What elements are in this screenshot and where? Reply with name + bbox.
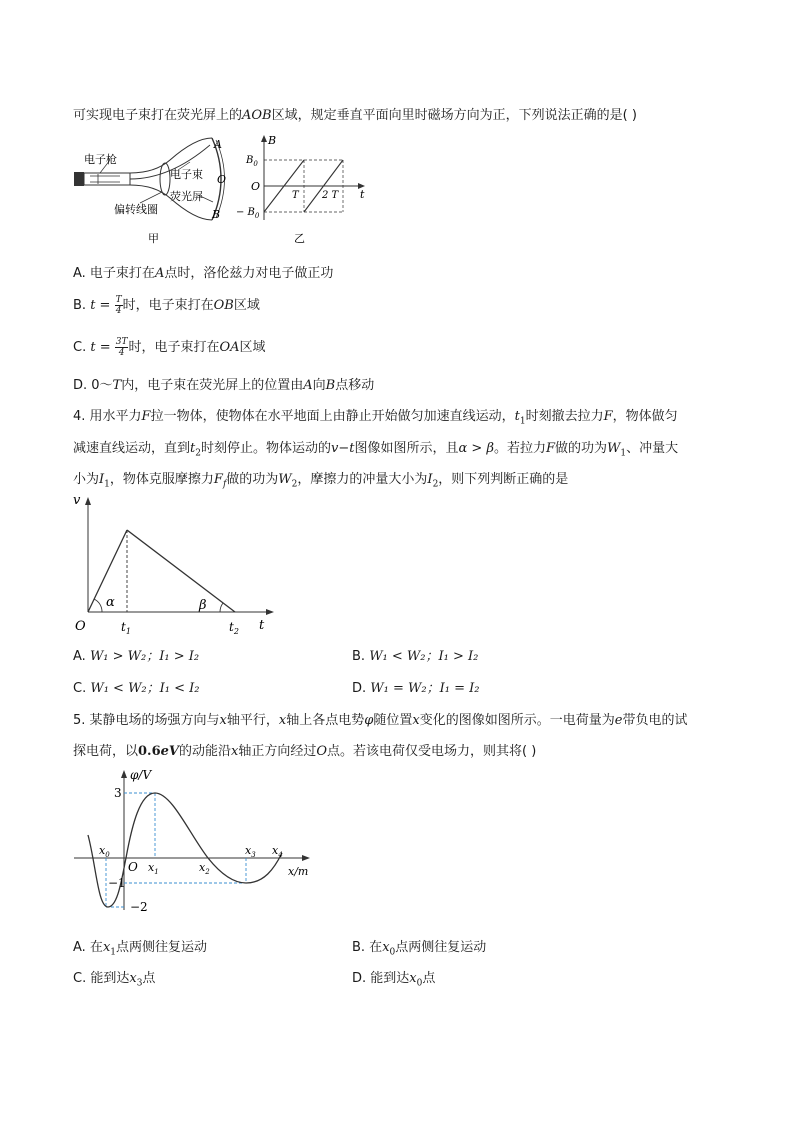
point-B: B: [212, 208, 221, 221]
q3-option-c: [73, 336, 266, 358]
q3-option-c-prefix: C.: [73, 340, 91, 355]
q3-option-b-var: OB: [213, 298, 234, 313]
q3-option-d: [73, 374, 374, 393]
yi-origin: O: [251, 180, 261, 193]
q5-x4-label: $x_4$: [272, 844, 283, 859]
yi-label-B: B: [268, 134, 277, 147]
q5-tick-neg2: −2: [130, 900, 148, 914]
q3-option-b-mid: 时，电子束打在: [122, 298, 214, 313]
q4-beta-arc: [220, 603, 223, 612]
q5-phi-x-graph: [68, 765, 328, 920]
q3-option-a: [73, 262, 333, 281]
q3-option-b-eq: =: [95, 298, 115, 313]
q5-x0-label: $x_0$: [99, 844, 110, 859]
q3-option-b-prefix: B.: [73, 298, 91, 313]
q3-stem-aob: AOB: [242, 108, 272, 123]
electron-gun-tube: [84, 173, 130, 185]
q3-option-d-v1: A: [303, 378, 313, 393]
label-screen: 荧光屏: [170, 190, 203, 203]
q4-option-a: A. W₁ > W₂；I₁ > I₂: [73, 649, 200, 664]
q3-option-a-var: A: [154, 266, 165, 281]
q5-tick-3: 3: [114, 786, 122, 800]
q4-option-b: B. W₁ < W₂；I₁ > I₂: [352, 649, 479, 664]
q5-label-phi: φ/V: [130, 768, 152, 782]
q5-x3-label: $x_3$: [245, 844, 256, 859]
q4-origin: O: [75, 619, 86, 634]
q4-option-c: C. W₁ < W₂；I₁ < I₂: [73, 681, 200, 696]
q3-option-b-fraction: $\frac{T}{4}$: [115, 295, 122, 316]
q3-option-d-mid2: 向: [312, 378, 326, 393]
q3-option-c-var: OA: [219, 340, 240, 355]
point-A: A: [214, 138, 222, 151]
q3-option-c-t: t: [90, 340, 96, 355]
q3-option-d-rest: 点移动: [335, 378, 375, 393]
q4-stem-line3: 小为$I_1$，物体克服摩擦力$F_f$做的功为$W_2$，摩擦力的冲量大小为$I_2$，则下列判断正确的是: [73, 472, 569, 490]
q5-option-c: C. 能到达$x_3$点: [73, 971, 156, 989]
q3-option-d-prefix: D. 0～: [73, 378, 113, 393]
q4-stem-line1: 4. 用水平力F拉一物体，使物体在水平地面上由静止开始做匀加速直线运动，$t_1$时刻撤去拉力F，物体做匀: [73, 409, 678, 427]
q3-figure-jia: [70, 130, 240, 250]
q4-option-d: D. W₁ = W₂；I₁ = I₂: [352, 681, 480, 696]
q3-option-c-fraction: $\frac{3T}{4}$: [115, 337, 128, 358]
yi-T-label: T: [292, 190, 299, 201]
yi-2T-label: 2 T: [322, 190, 339, 201]
q3-option-c-rest: 区域: [239, 340, 266, 355]
q3-option-d-mid: 内，电子束在荧光屏上的位置由: [121, 378, 304, 393]
q4-decel-line: [127, 530, 235, 612]
point-O: O: [217, 173, 227, 186]
q5-stem-line2: 探电荷，以0.6eV的动能沿x轴正方向经过O点。若该电荷仅受电场力，则其将( ): [73, 744, 537, 759]
q4-alpha-label: α: [106, 595, 115, 610]
q3-option-b-rest: 区域: [233, 298, 260, 313]
q3-option-c-mid: 时，电子束打在: [128, 340, 220, 355]
q4-label-v: v: [73, 493, 81, 508]
label-beam: 电子束: [170, 168, 203, 181]
caption-jia: 甲: [148, 232, 159, 245]
q3-option-b-t: t: [90, 298, 96, 313]
q3-option-a-prefix: A. 电子束打在: [73, 266, 155, 281]
yi-label-t: t: [360, 188, 365, 201]
q3-stem: [73, 104, 637, 123]
q5-origin: O: [128, 860, 138, 874]
q3-option-b: [73, 294, 260, 316]
q5-option-b: B. 在$x_0$点两侧往复运动: [352, 940, 487, 958]
q4-t1-label: $t_1$: [121, 620, 131, 636]
q5-stem-line1: 5. 某静电场的场强方向与x轴平行，x轴上各点电势φ随位置x变化的图像如图所示。一电荷量为e带负电的试: [73, 713, 688, 728]
label-coil: 偏转线圈: [114, 203, 158, 216]
q4-stem-line2: 减速直线运动，直到$t_2$时刻停止。物体运动的v−t图像如图所示，且α > β。若拉力F做的功为$W_1$、冲量大: [73, 441, 679, 459]
deflection-coil: [160, 163, 170, 195]
caption-yi: 乙: [294, 232, 305, 245]
q5-option-d: D. 能到达$x_0$点: [352, 971, 436, 989]
q5-x2-label: $x_2$: [199, 861, 210, 876]
q4-t2-label: $t_2$: [229, 620, 239, 636]
electron-gun-body: [74, 172, 84, 186]
q3-stem-part1: 可实现电子束打在荧光屏上的: [73, 108, 243, 123]
q4-label-t: t: [259, 618, 265, 633]
q3-option-a-rest: 点时，洛伦兹力对电子做正功: [164, 266, 334, 281]
q3-figure-yi: [232, 130, 372, 250]
q5-option-a: A. 在$x_1$点两侧往复运动: [73, 940, 208, 958]
q4-beta-label: β: [199, 598, 207, 613]
q4-vt-graph: [68, 488, 288, 638]
q5-x1-label: $x_1$: [148, 861, 159, 876]
yi-B0-label: $B_0$: [246, 155, 258, 168]
q3-option-d-T: T: [112, 378, 122, 393]
label-gun: 电子枪: [84, 153, 117, 166]
q3-stem-part2: 区域，规定垂直平面向里时磁场方向为正，下列说法正确的是( ): [271, 108, 637, 123]
q5-label-x: x/m: [288, 865, 309, 878]
yi-negB0-label: − $B_0$: [236, 207, 260, 220]
q5-tick-neg1: −1: [108, 876, 126, 890]
q3-option-d-v2: B: [325, 378, 336, 393]
q4-alpha-arc: [94, 599, 102, 612]
q3-option-c-eq: =: [95, 340, 115, 355]
